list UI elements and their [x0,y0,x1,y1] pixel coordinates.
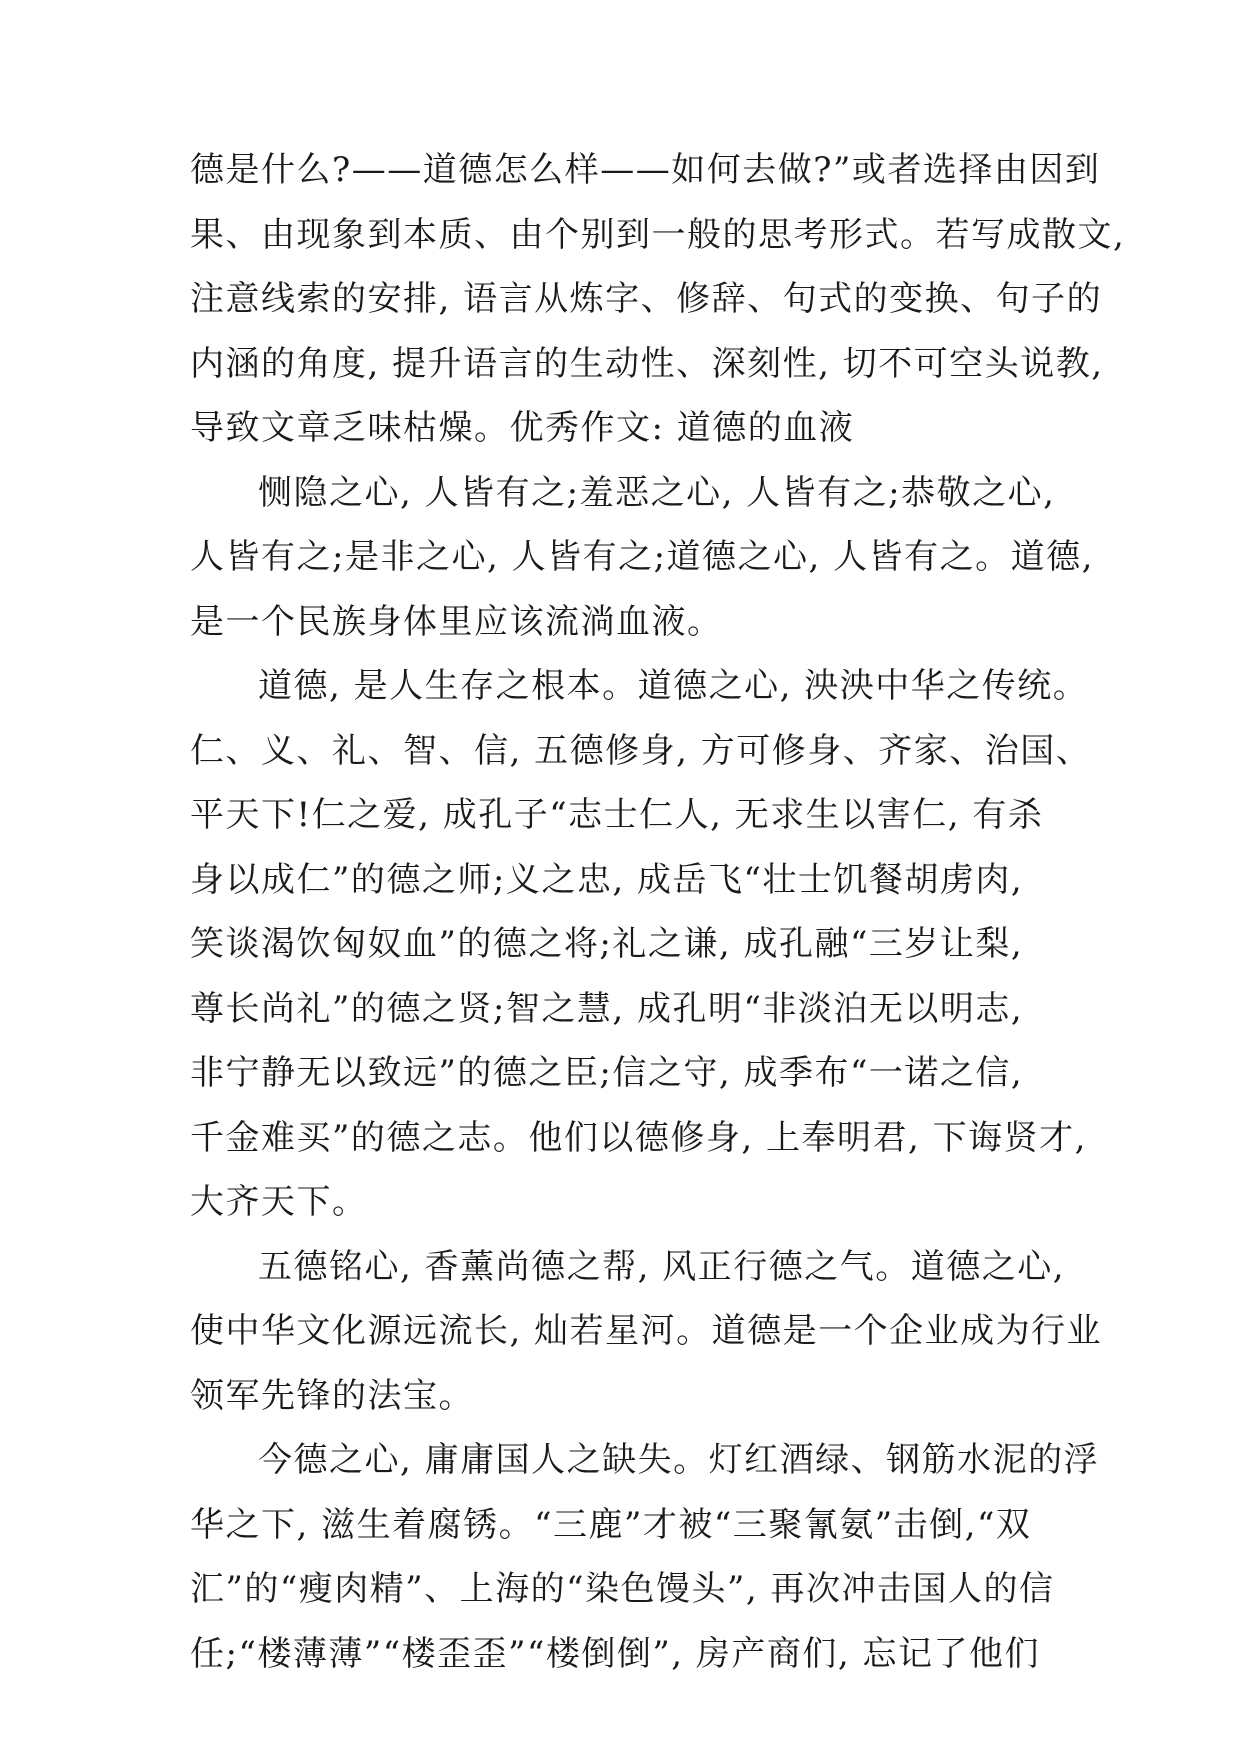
paragraph [190,138,1126,461]
text-line: 尊长尚礼”的德之贤;智之慧, 成孔明“非淡泊无以明志, [190,988,1024,1029]
text-line: 导致文章乏味枯燥。优秀作文: 道德的血液 [190,408,855,448]
text-line: 德是什么?——道德怎么样——如何去做?”或者选择由因到 [190,150,1101,190]
text-line: 华之下, 滋生着腐锈。“三鹿”才被“三聚氰氨”击倒,“双 [190,1504,1032,1545]
text-line: 任;“楼薄薄”“楼歪歪”“楼倒倒”, 房产商们, 忘记了他们 [190,1633,1040,1674]
text-line: 非宁静无以致远”的德之臣;信之守, 成季布“一诺之信, [190,1053,1024,1093]
text-line: 今德之心, 庸庸国人之缺失。灯红酒绿、钢筋水泥的浮 [258,1440,1100,1480]
essay-body [190,138,1126,1686]
text-line: 道德, 是人生存之根本。道德之心, 泱泱中华之传统。 [258,666,1089,706]
text-line: 身以成仁”的德之师;义之忠, 成岳飞“壮士饥餐胡虏肉, [190,859,1024,900]
paragraph [190,1428,1100,1686]
text-line: 大齐天下。 [190,1182,368,1222]
text-line: 汇”的“瘦肉精”、上海的“染色馒头”, 再次冲击国人的信 [190,1569,1055,1609]
text-line: 千金难买”的德之志。他们以德修身, 上奉明君, 下诲贤才, [190,1117,1087,1158]
text-line: 内涵的角度, 提升语言的生动性、深刻性, 切不可空头说教, [190,343,1104,384]
text-line: 注意线索的安排, 语言从炼字、修辞、句式的变换、句子的 [190,279,1103,319]
text-line: 仁、义、礼、智、信, 五德修身, 方可修身、齐家、治国、 [190,730,1092,771]
paragraph [190,461,1094,655]
text-line: 五德铭心, 香薰尚德之帮, 风正行德之气。道德之心, [258,1246,1066,1287]
text-line: 平天下!仁之爱, 成孔子“志士仁人, 无求生以害仁, 有杀 [190,795,1044,835]
text-line: 笑谈渴饮匈奴血”的德之将;礼之谦, 成孔融“三岁让梨, [190,924,1024,964]
text-line: 领军先锋的法宝。 [190,1375,474,1416]
paragraph [190,654,1092,1235]
text-line: 人皆有之;是非之心, 人皆有之;道德之心, 人皆有之。道德, [190,537,1094,577]
text-line: 果、由现象到本质、由个别到一般的思考形式。若写成散文, [190,214,1126,255]
text-line: 恻隐之心, 人皆有之;羞恶之心, 人皆有之;恭敬之心, [258,472,1056,513]
paragraph [190,1235,1103,1429]
text-line: 是一个民族身体里应该流淌血液。 [190,601,723,642]
text-line: 使中华文化源远流长, 灿若星河。道德是一个企业成为行业 [190,1311,1103,1351]
